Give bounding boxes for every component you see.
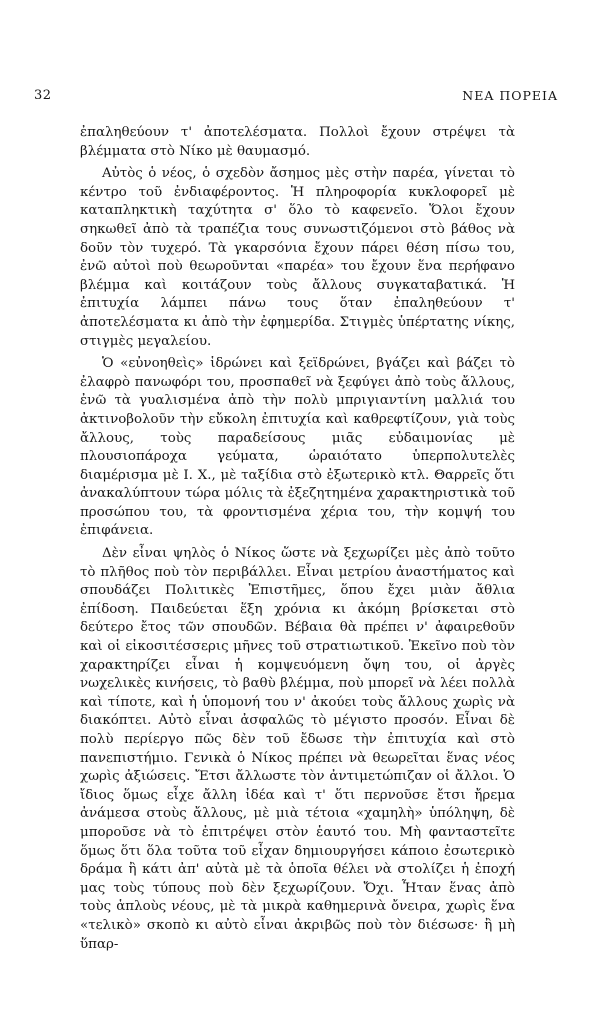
journal-title: ΝΕΑ ΠΟΡΕΙΑ (462, 88, 558, 103)
body-text (80, 124, 515, 958)
page-header (34, 88, 558, 110)
paragraph-continuation: ἐπαληθεύουν τ' ἀποτελέσματα. Πολλοὶ ἔχουν στρέψει τὰ βλέμματα στὸ Νίκο μὲ θαυμασμό. (80, 125, 515, 159)
page-number: 32 (34, 88, 52, 103)
paragraph: Αὐτὸς ὁ νέος, ὁ σχεδὸν ἄσημος μὲς στὴν παρέα, γίνεται τὸ κέντρο τοῦ ἐνδιαφέροντος. Ἡ πληροφορία κυκλοφορεῖ μὲ καταπληκτικὴ ταχύτητα σ' ὅλο τὸ καφενεῖο. Ὅλοι ἔχουν σηκωθεῖ ἀπὸ τὰ τραπέζια τους συνωστιζόμενοι στὸ βάθος νὰ δοῦν τὸν τυχερό. Τὰ γκαρσόνια ἔχουν πάρει θέση πίσω του, ἐνῶ αὐτοὶ ποὺ θεωροῦνται «παρέα» του ἔχουν ἕνα περήφανο βλέμμα καὶ κοιτάζουν τοὺς ἄλλους συγκαταβατικά. Ἡ ἐπιτυχία λάμπει πάνω τους ὅταν ἐπαληθεύουν τ' ἀποτελέσματα κι ἀπὸ τὴν ἐφημερίδα. Στιγμὲς ὑπέρτατης νίκης, στιγμὲς μεγαλείου. (80, 166, 515, 349)
paragraph: Ὁ «εὐνοηθεὶς» ἱδρώνει καὶ ξεϊδρώνει, βγάζει καὶ βάζει τὸ ἐλαφρὸ πανωφόρι του, προσπαθεῖ νὰ ξεφύγει ἀπὸ τοὺς ἄλλους, ἐνῶ τὰ γυαλισμένα ἀπὸ τὴν πολὺ μπριγιαντίνη μαλλιά του ἀκτινοβολοῦν τὴν εὔκολη ἐπιτυχία καὶ καθρεφτίζουν, γιὰ τοὺς ἄλλους, τοὺς παραδείσους μιᾶς εὐδαιμονίας μὲ πλουσιοπάροχα γεύματα, ὡραιότατο ὑπερπολυτελὲς διαμέρισμα μὲ Ι. Χ., μὲ ταξίδια στὸ ἐξωτερικὸ κτλ. Θαρρεῖς ὅτι ἀνακαλύπτουν τώρα μόλις τὰ ἐξεζητημένα χαρακτηριστικὰ τοῦ προσώπου του, τὰ φροντισμένα χέρια του, τὴν κομψή του ἐπιφάνεια. (80, 356, 515, 539)
paragraph: Δὲν εἶναι ψηλὸς ὁ Νίκος ὥστε νὰ ξεχωρίζει μὲς ἀπὸ τοῦτο τὸ πλῆθος ποὺ τὸν περιβάλλει. Εἶναι μετρίου ἀναστήματος καὶ σπουδάζει Πολιτικὲς Ἐπιστῆμες, ὅπου ἔχει μιὰν ἄθλια ἐπίδοση. Παιδεύεται ἕξη χρόνια κι ἀκόμη βρίσκεται στὸ δεύτερο ἔτος τῶν σπουδῶν. Βέβαια θὰ πρέπει ν' ἀφαιρεθοῦν καὶ οἱ εἰκοσιτέσσερις μῆνες τοῦ στρατιωτικοῦ. Ἐκεῖνο ποὺ τὸν χαρακτηρίζει εἶναι ἡ κομψευόμενη ὄψη του, οἱ ἀργὲς νωχελικὲς κινήσεις, τὸ βαθὺ βλέμμα, ποὺ μπορεῖ νὰ λέει πολλὰ καὶ τίποτε, καὶ ἡ ὑπομονή του ν' ἀκούει τοὺς ἄλλους χωρὶς νὰ διακόπτει. Αὐτὸ εἶναι ἀσφαλῶς τὸ μέγιστο προσόν. Εἶναι δὲ πολὺ περίεργο πῶς δὲν τοῦ ἔδωσε τὴν ἐπιτυχία καὶ στὸ πανεπιστήμιο. Γενικὰ ὁ Νίκος πρέπει νὰ θεωρεῖται ἕνας νέος χωρὶς ἀξιώσεις. Ἔτσι ἄλλωστε τὸν ἀντιμετώπιζαν οἱ ἄλλοι. Ὁ ἴδιος ὅμως εἶχε ἄλλη ἰδέα καὶ τ' ὅτι περνοῦσε ἔτσι ἤρεμα ἀνάμεσα στοὺς ἄλλους, μὲ μιὰ τέτοια «χαμηλὴ» ὑπόληψη, δὲ μποροῦσε νὰ τὸ ἐπιτρέψει στὸν ἑαυτό του. Μὴ φανταστεῖτε ὅμως ὅτι ὅλα τοῦτα τοῦ εἶχαν δημιουργήσει κάποιο ἐσωτερικὸ δράμα ἢ κάτι ἀπ' αὐτὰ μὲ τὰ ὁποῖα θέλει νὰ στολίζει ἡ ἐποχή μας τοὺς τύπους ποὺ δὲν ξεχωρίζουν. Ὄχι. Ἦταν ἕνας ἀπὸ τοὺς ἁπλοὺς νέους, μὲ τὰ μικρὰ καθημερινὰ ὄνειρα, χωρὶς ἕνα «τελικὸ» σκοπὸ κι αὐτὸ εἶναι ἀκριβῶς ποὺ τὸν διέσωσε· ἢ μὴ ὕπαρ- (80, 546, 515, 952)
